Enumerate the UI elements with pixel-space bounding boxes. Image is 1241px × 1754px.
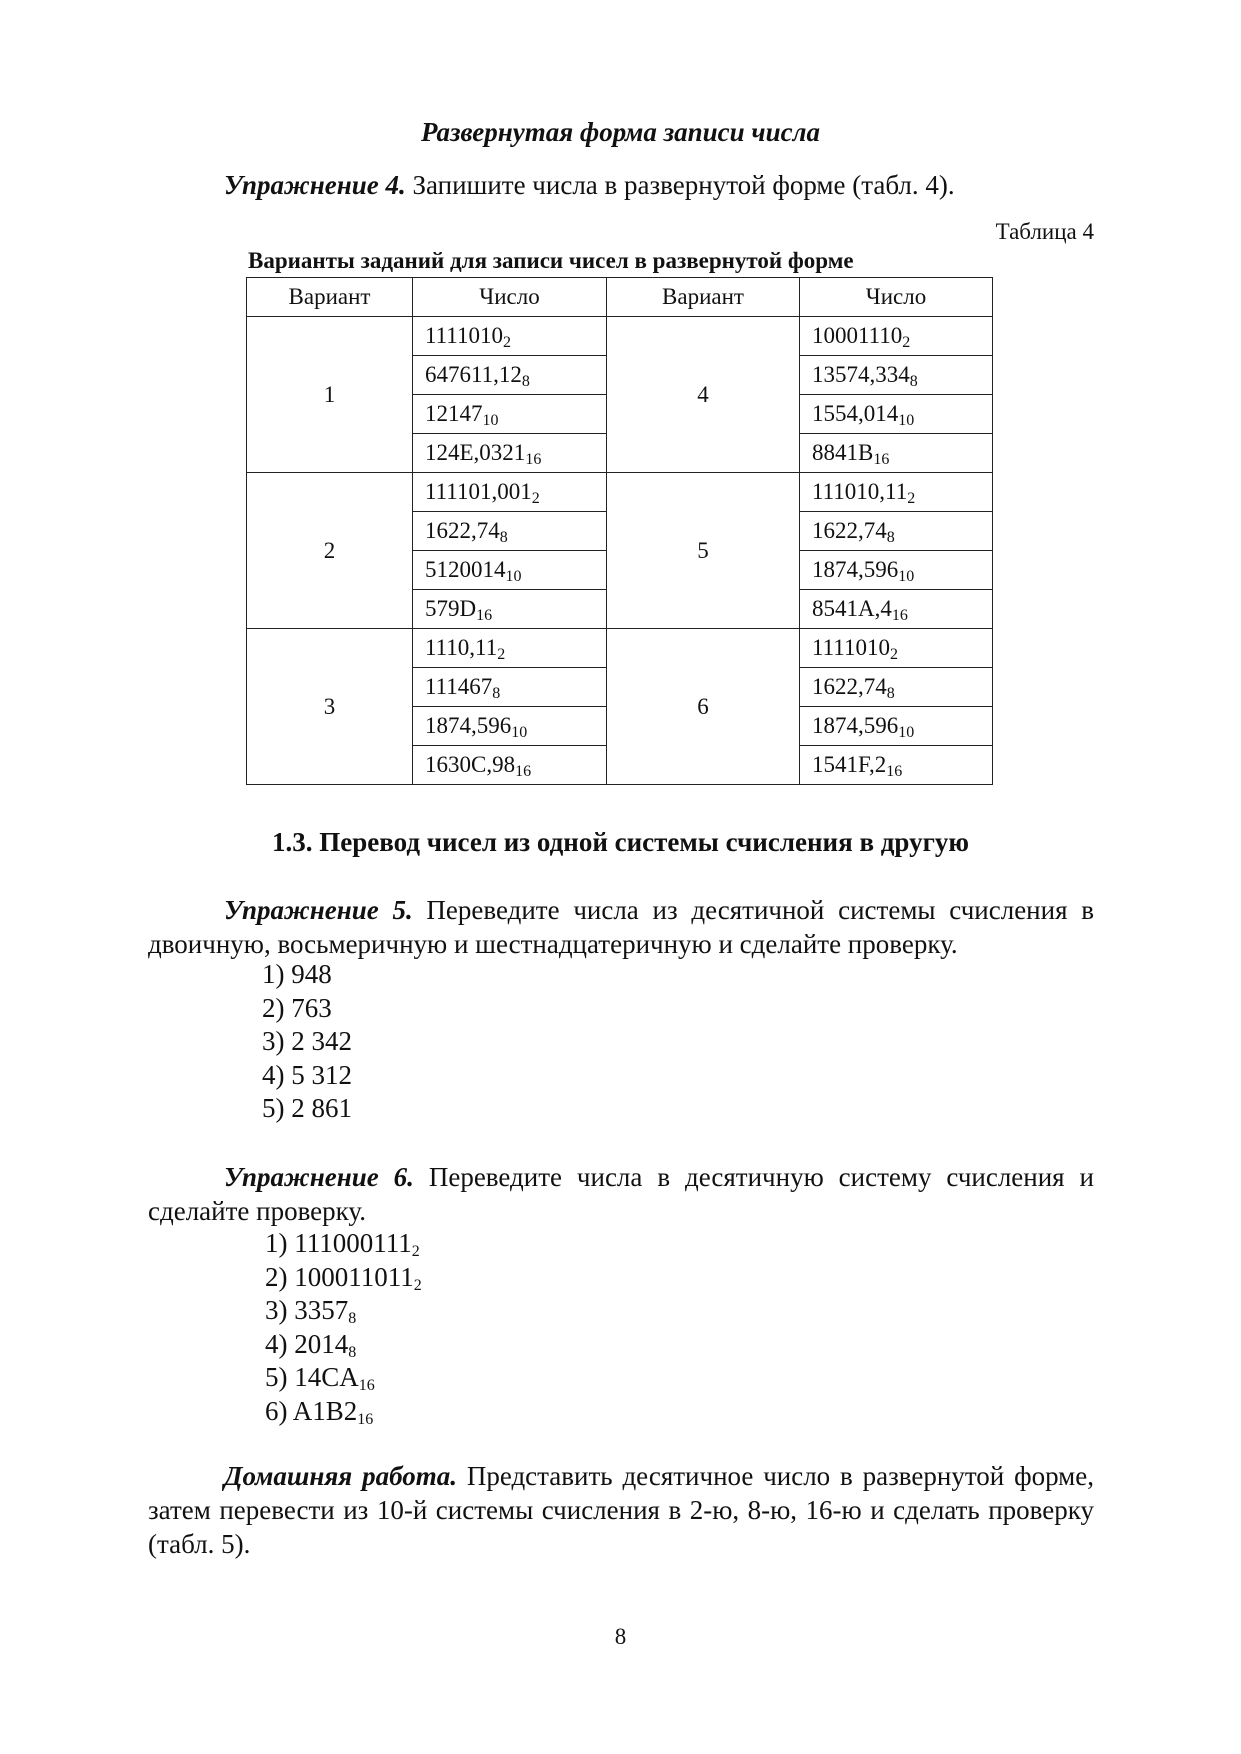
table-body [247, 317, 993, 785]
list-item: 1) 948 [262, 959, 332, 989]
number-cell: $111467_8$ [413, 668, 607, 707]
exercise-5-list [262, 958, 352, 1126]
number-cell: $5120014_{10}$ [413, 551, 607, 590]
exercise-6-list [265, 1227, 422, 1429]
homework-lead: Домашняя работа. [224, 1461, 457, 1491]
table-row [247, 317, 993, 356]
variant-cell: 2 [247, 473, 413, 629]
number-cell: $13574,334_8$ [800, 356, 993, 395]
list-item: 1) $111000111_2$ [265, 1228, 420, 1260]
header-number-left: Число [413, 278, 607, 317]
exercise-5-text: Переведите числа из десятичной системы счисления в двоичную, восьмеричную и шестнадцатеричную и сделайте проверку. [148, 895, 1094, 959]
number-cell: $111010,11_2$ [800, 473, 993, 512]
exercise-5-lead: Упражнение 5. [224, 895, 413, 925]
number-cell: $1554,014_{10}$ [800, 395, 993, 434]
number-cell: $10001110_2$ [800, 317, 993, 356]
header-number-right: Число [800, 278, 993, 317]
table-row [247, 473, 993, 512]
list-item: 5) 2 861 [262, 1093, 352, 1124]
number-cell: $12147_{10}$ [413, 395, 607, 434]
table-header-row [247, 278, 993, 317]
number-cell: $647611,12_8$ [413, 356, 607, 395]
number-cell: $124E,0321_{16}$ [413, 434, 607, 473]
list-item: 4) $2014_8$ [265, 1328, 357, 1361]
exercise-4-paragraph [148, 168, 1094, 202]
list-item: 3) $3357_8$ [265, 1295, 357, 1328]
variant-cell: 6 [607, 629, 800, 785]
exercise-4-lead: Упражнение 4. [224, 170, 406, 200]
number-cell: $1630C,98_{16}$ [413, 746, 607, 785]
number-cell: $1874,596_{10}$ [800, 551, 993, 590]
number-cell: $1622,74_8$ [800, 512, 993, 551]
subsection-heading: Развернутая форма записи числа [421, 117, 820, 147]
exercise-6-paragraph [148, 1160, 1094, 1228]
list-item: 5) $14CA_{16}$ [265, 1362, 375, 1395]
variant-cell: 4 [607, 317, 800, 473]
list-item: 6) $A1B2_{16}$ [265, 1395, 374, 1428]
number-cell: $579D_{16}$ [413, 590, 607, 629]
header-variant-right: Вариант [607, 278, 800, 317]
number-cell: $1622,74_8$ [413, 512, 607, 551]
homework-paragraph [148, 1459, 1094, 1561]
page-number: 8 [614, 1624, 627, 1649]
table-title: Варианты заданий для записи чисел в развернутой форме [248, 248, 854, 273]
section-title: 1.3. Перевод чисел из одной системы счисления в другую [272, 827, 969, 857]
variant-cell: 5 [607, 473, 800, 629]
number-cell: $1874,596_{10}$ [800, 707, 993, 746]
number-cell: $8841B_{16}$ [800, 434, 993, 473]
variant-cell: 1 [247, 317, 413, 473]
variant-cell: 3 [247, 629, 413, 785]
table-number: Таблица 4 [995, 219, 1094, 244]
header-variant-left: Вариант [247, 278, 413, 317]
number-cell: $1111010_2$ [413, 317, 607, 356]
number-cell: $1622,74_8$ [800, 668, 993, 707]
exercise-6-text: Переведите числа в десятичную систему счисления и сделайте проверку. [148, 1162, 1094, 1226]
number-cell: $1111010_2$ [800, 629, 993, 668]
exercise-5-paragraph [148, 893, 1094, 961]
list-item: 2) 763 [262, 992, 332, 1023]
table-row [247, 629, 993, 668]
list-item: 3) 2 342 [262, 1026, 352, 1057]
number-cell: $8541A,4_{16}$ [800, 590, 993, 629]
number-cell: $1874,596_{10}$ [413, 707, 607, 746]
exercise-4-text: Запишите числа в развернутой форме (табл. 4). [405, 170, 955, 200]
exercise-6-lead: Упражнение 6. [224, 1162, 414, 1192]
list-item: 2) $100011011_2$ [265, 1261, 422, 1294]
number-cell: $111101,001_2$ [413, 473, 607, 512]
variants-table [246, 277, 993, 785]
number-cell: $1110,11_2$ [413, 629, 607, 668]
list-item: 4) 5 312 [262, 1059, 352, 1090]
number-cell: $1541F,2_{16}$ [800, 746, 993, 785]
homework-text: Представить десятичное число в развернутой форме, затем перевести из 10-й системы счисления в 2-ю, 8-ю, 16-ю и сделать проверку (табл. 5). [148, 1461, 1094, 1559]
